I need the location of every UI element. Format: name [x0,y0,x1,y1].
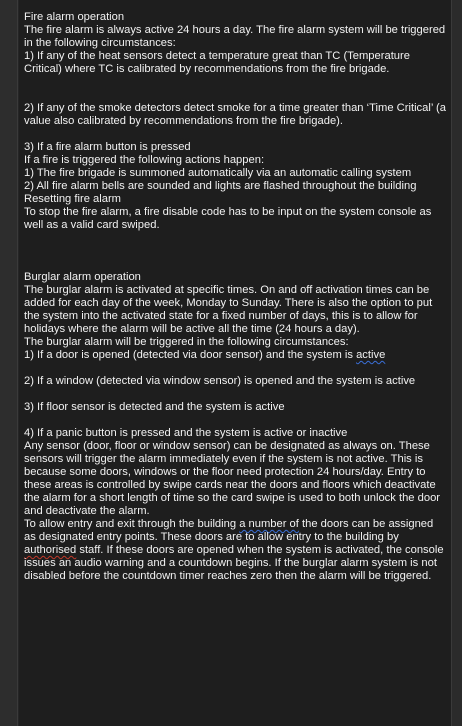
left-margin-bar [0,0,18,726]
fire-action-2: 2) All fire alarm bells are sounded and lights are flashed throughout the building [24,180,417,192]
entry-text-a: To allow entry and exit through the building [24,518,240,530]
fire-section-title: Fire alarm operation [24,11,125,23]
document-page[interactable] [19,0,451,726]
blank-line [24,76,448,89]
burglar-condition-1-text: 1) If a door is opened (detected via door sensor) and the system is [24,349,357,361]
entry-text-b: the doors can be assigned as designated entry points. These doors are to allow entry to the building by [24,518,434,543]
fire-intro-paragraph: The fire alarm is always active 24 hours a day. The fire alarm system will be triggered in the following circumstances: [24,24,446,49]
fire-actions-intro: If a fire is triggered the following actions happen: [24,154,265,166]
burglar-entry-paragraph [24,518,448,583]
burglar-condition-4: 4) If a panic button is pressed and the system is active or inactive [24,427,348,439]
grammar-flagged-phrase[interactable]: a number of [239,518,299,530]
grammar-flagged-word[interactable]: active [356,349,386,361]
fire-condition-2: 2) If any of the smoke detectors detect smoke for a time greater than ‘Time Critical’ (a value also calibrated by recommendations from the fire brigade). [24,102,446,127]
burglar-condition-3: 3) If floor sensor is detected and the system is active [24,401,285,413]
blank-line [24,414,448,427]
blank-line [24,388,448,401]
spelling-flagged-word[interactable]: authorised [24,544,77,556]
entry-text-c: staff. If these doors are opened when the system is activated, the console issues an audio warning and a countdown begins. If the burglar alarm system is not disabled before the countdown timer reaches zero then the alarm will be triggered. [24,544,444,582]
section-gap [24,232,448,271]
blank-line [24,128,448,141]
burglar-intro-paragraph: The burglar alarm is activated at specific times. On and off activation times can be added for each day of the week, Monday to Sunday. There is also the option to put the system into the activated state for a fixed number of days, this is to allow for holidays where the alarm will be active all the time (24 hours a day). [24,284,433,335]
fire-condition-1: 1) If any of the heat sensors detect a temperature great than TC (Temperature Critical) where TC is calibrated by recommendations from the fire brigade. [24,50,410,75]
fire-reset-text: To stop the fire alarm, a fire disable code has to be input on the system console as well as a valid card swiped. [24,206,432,231]
burglar-sensors-paragraph: Any sensor (door, floor or window sensor) can be designated as always on. These sensors will trigger the alarm immediately even if the system is not active. This is because some doors, windows or the floor need protection 24 hours/day. Entry to these areas is controlled by swipe cards near the doors and floors which deactivate the alarm for a short length of time so the card swipe is used to both unlock the door and deactivate the alarm. [24,440,441,517]
burglar-trigger-intro: The burglar alarm will be triggered in the following circumstances: [24,336,349,348]
document-body[interactable] [24,11,448,583]
burglar-condition-2: 2) If a window (detected via window sensor) is opened and the system is active [24,375,416,387]
blank-line [24,89,448,102]
burglar-condition-1 [24,349,448,362]
burglar-section-title: Burglar alarm operation [24,271,141,283]
vertical-scrollbar[interactable] [451,0,462,726]
fire-action-1: 1) The fire brigade is summoned automatically via an automatic calling system [24,167,412,179]
fire-condition-3: 3) If a fire alarm button is pressed [24,141,191,153]
fire-reset-title: Resetting fire alarm [24,193,121,205]
blank-line [24,362,448,375]
